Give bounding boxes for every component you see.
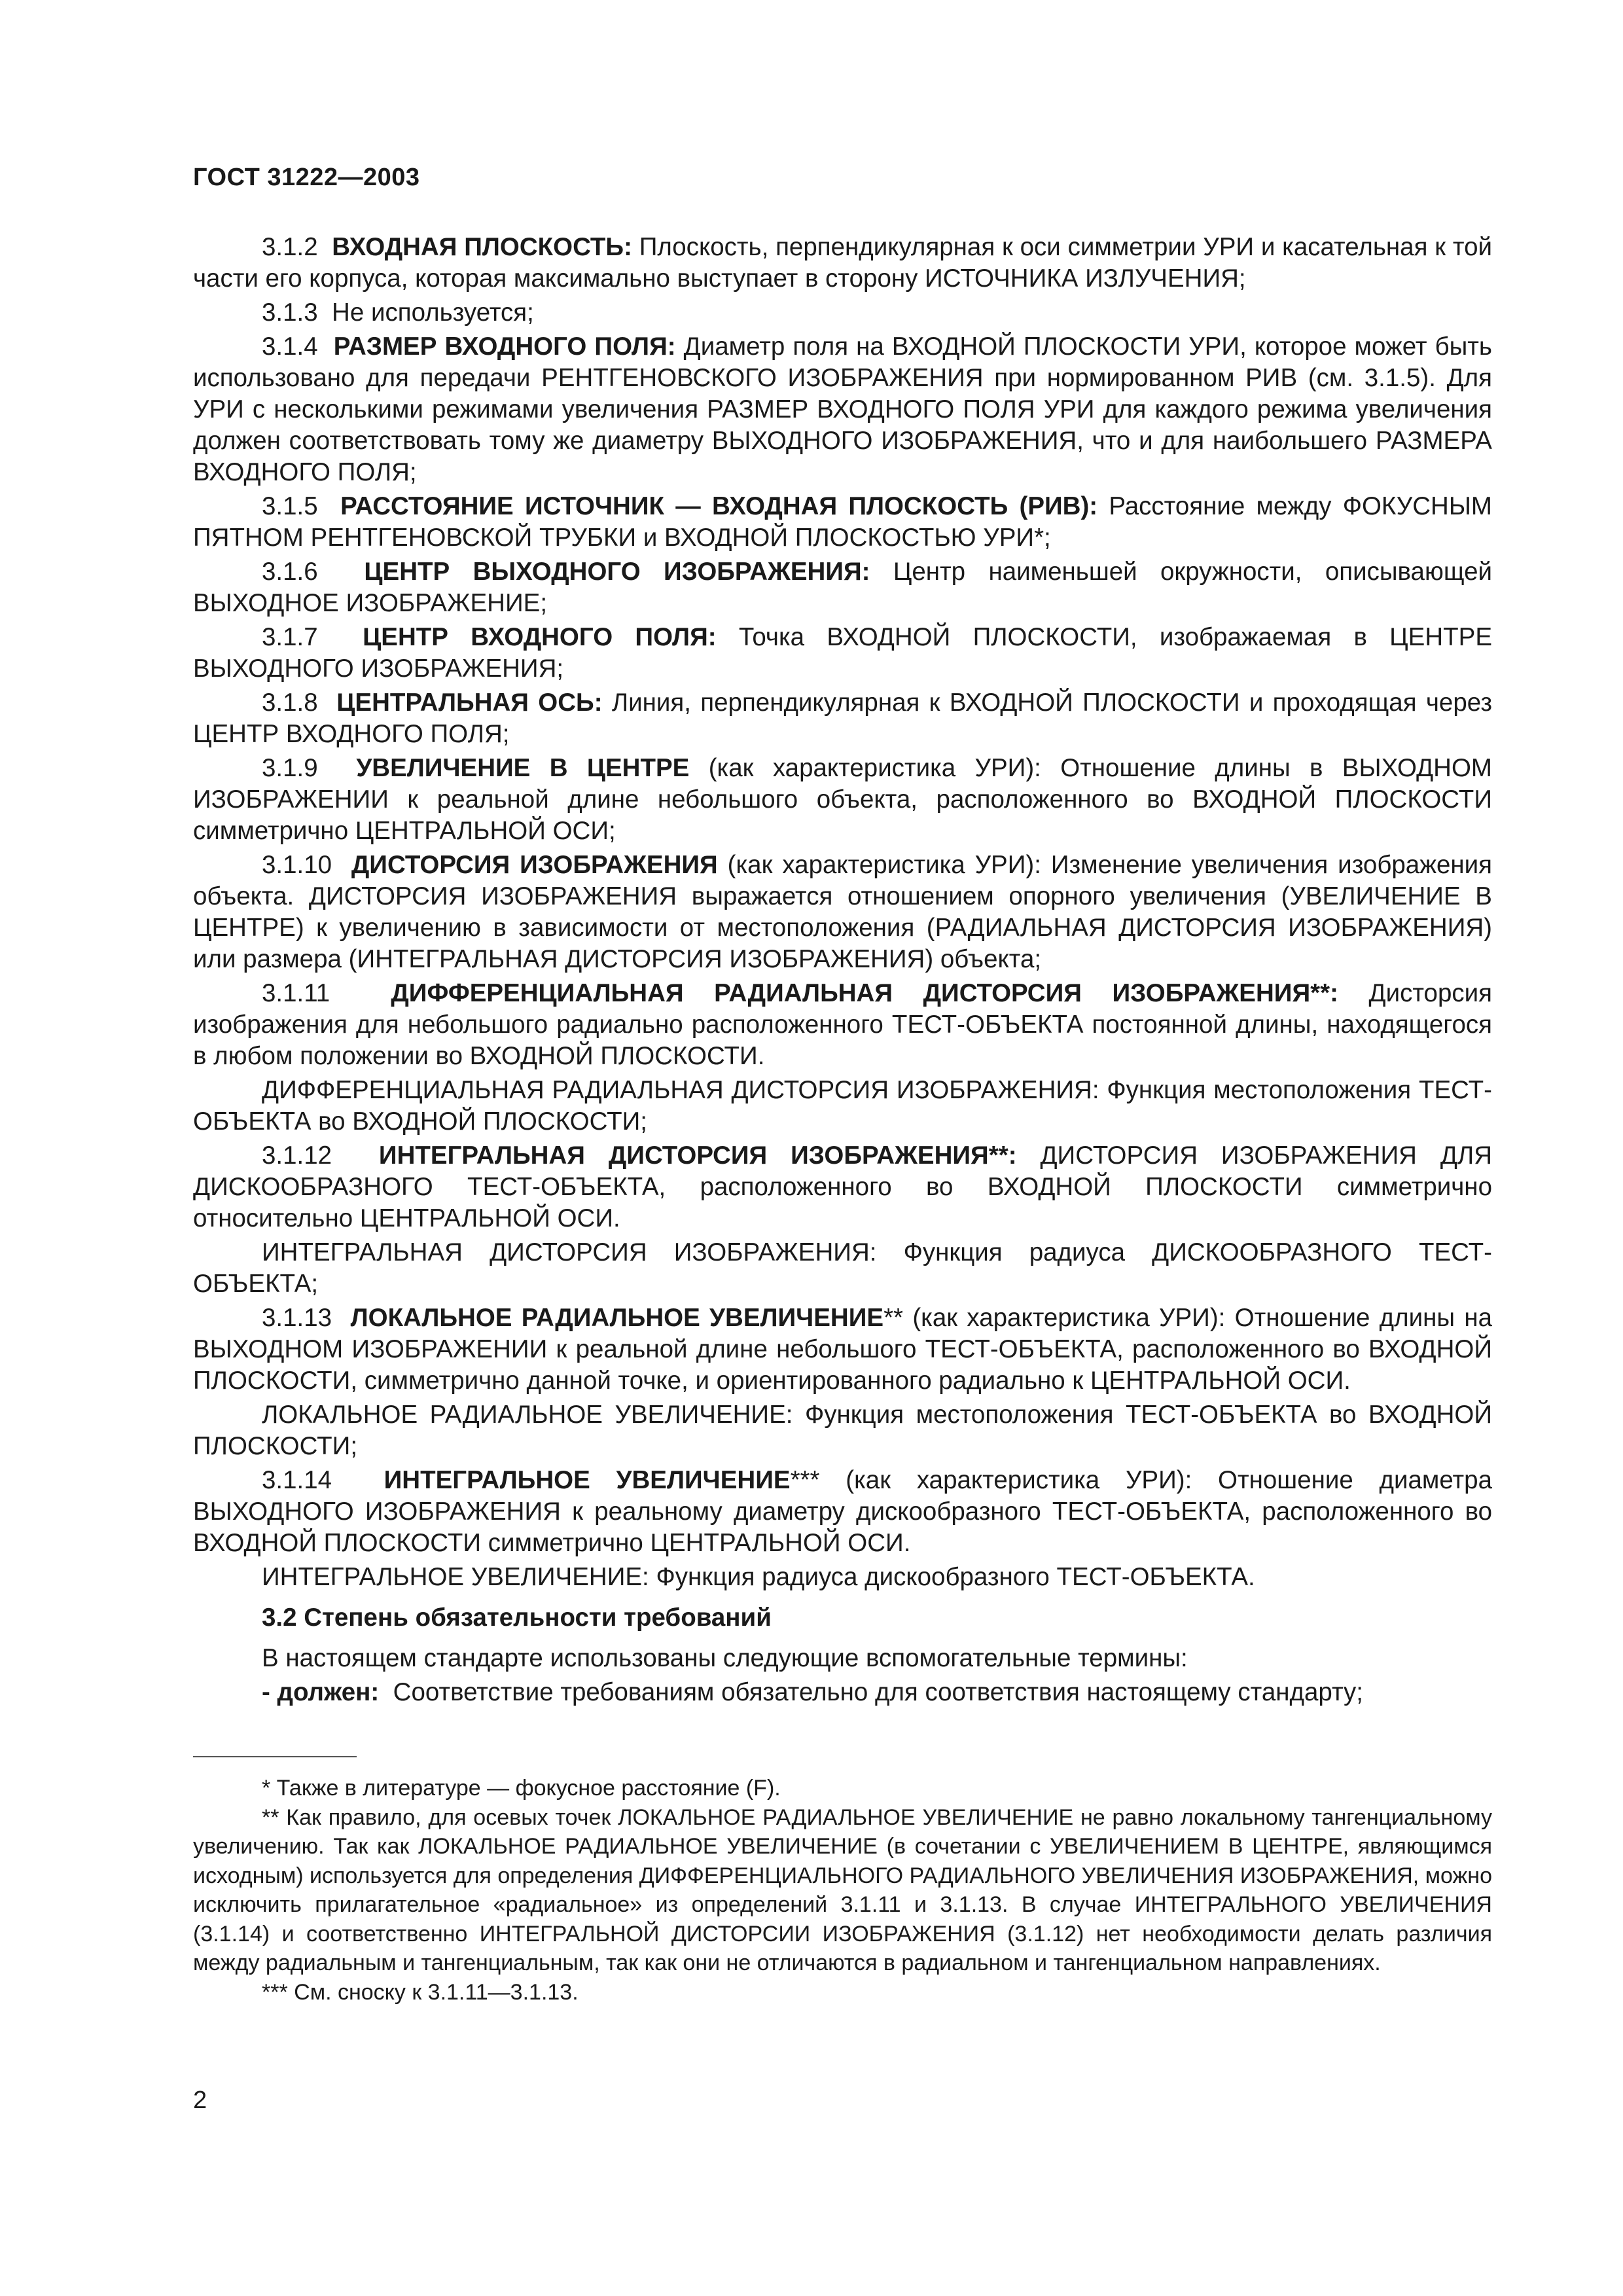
footnotes <box>193 1774 1492 2007</box>
definition-text: Диаметр поля на ВХОДНОЙ ПЛОСКОСТИ УРИ, которое может быть использовано для передачи РЕНТГЕНОВСКОГО ИЗОБРАЖЕНИЯ при нормированном РИВ (см. 3.1.5). Для УРИ с несколькими режимами увеличения РАЗМЕР ВХОДНОГО ПОЛЯ УРИ для каждого режима увеличения должен соответствовать тому же диаметру ВЫХОДНОГО ИЗОБРАЖЕНИЯ, что и для наибольшего РАЗМЕРА ВХОДНОГО ПОЛЯ; <box>193 332 1492 486</box>
term: ЦЕНТРАЛЬНАЯ ОСЬ: <box>336 689 603 717</box>
definition-paragraph <box>193 1302 1492 1397</box>
definition-paragraph <box>193 622 1492 685</box>
definition-text: (как характеристика УРИ): Отношение длины в ВЫХОДНОМ ИЗОБРАЖЕНИИ к реальной длине небольшого объекта, расположенного во ВХОДНОЙ ПЛОСКОСТИ симметрично ЦЕНТРАЛЬНОЙ ОСИ; <box>193 754 1492 845</box>
definition-text: Точка ВХОДНОЙ ПЛОСКОСТИ, изображаемая в ЦЕНТРЕ ВЫХОДНОГО ИЗОБРАЖЕНИЯ; <box>193 623 1492 683</box>
definition-paragraph <box>193 753 1492 847</box>
page-number: 2 <box>193 2087 207 2114</box>
definition-paragraph <box>193 491 1492 554</box>
clause-number: 3.1.10 <box>262 851 332 879</box>
definition-text: Расстояние между ФОКУСНЫМ ПЯТНОМ РЕНТГЕНОВСКОЙ ТРУБКИ и ВХОДНОЙ ПЛОСКОСТЬЮ УРИ*; <box>193 492 1492 552</box>
definition-text: Дисторсия изображения для небольшого радиально расположенного ТЕСТ-ОБЪЕКТА постоянной длины, находящегося в любом положении во ВХОДНОЙ ПЛОСКОСТИ. <box>193 979 1492 1070</box>
definition-text: Линия, перпендикулярная к ВХОДНОЙ ПЛОСКОСТИ и проходящая через ЦЕНТР ВХОДНОГО ПОЛЯ; <box>193 689 1492 748</box>
list-item-text: Соответствие требованиям обязательно для соответствия настоящему стандарту; <box>393 1678 1363 1706</box>
definition-continuation <box>193 1399 1492 1462</box>
definition-text: (как характеристика УРИ): Отношение длины на ВЫХОДНОМ ИЗОБРАЖЕНИИ к реальной длине небольшого ТЕСТ-ОБЪЕКТА, расположенного во ВХОДНОЙ ПЛОСКОСТИ, симметрично данной точке, и ориентированного радиально к ЦЕНТРАЛЬНОЙ ОСИ. <box>193 1304 1492 1395</box>
definition-paragraph <box>193 297 1492 329</box>
clause-number: 3.1.2 <box>262 233 318 261</box>
definition-text: ИНТЕГРАЛЬНАЯ ДИСТОРСИЯ ИЗОБРАЖЕНИЯ: Функция радиуса ДИСКООБРАЗНОГО ТЕСТ-ОБЪЕКТА; <box>193 1238 1492 1298</box>
term: УВЕЛИЧЕНИЕ В ЦЕНТРЕ <box>356 754 690 782</box>
list-item-term: - должен: <box>262 1678 380 1706</box>
definition-continuation <box>193 1075 1492 1138</box>
clause-number: 3.1.11 <box>262 979 330 1007</box>
definition-paragraph <box>193 978 1492 1072</box>
footnote: *** См. сноску к 3.1.11—3.1.13. <box>262 1979 579 2005</box>
document-header: ГОСТ 31222—2003 <box>193 164 420 191</box>
definition-paragraph <box>193 556 1492 619</box>
definition-paragraph <box>193 850 1492 975</box>
term: ЦЕНТР ВХОДНОГО ПОЛЯ: <box>363 623 717 651</box>
definition-text: Не используется; <box>332 298 534 327</box>
definition-paragraph <box>193 1465 1492 1559</box>
clause-number: 3.1.5 <box>262 492 318 520</box>
clause-number: 3.1.4 <box>262 332 318 361</box>
clause-number: 3.1.14 <box>262 1466 332 1494</box>
clause-number: 3.1.7 <box>262 623 318 651</box>
clause-number: 3.1.9 <box>262 754 318 782</box>
footnote-mark: ** <box>883 1304 904 1332</box>
term: ИНТЕГРАЛЬНАЯ ДИСТОРСИЯ ИЗОБРАЖЕНИЯ <box>378 1141 989 1170</box>
definition-paragraph <box>193 331 1492 488</box>
term: ДИФФЕРЕНЦИАЛЬНАЯ РАДИАЛЬНАЯ ДИСТОРСИЯ ИЗОБРАЖЕНИЯ <box>391 979 1311 1007</box>
footnote: ** Как правило, для осевых точек ЛОКАЛЬНОЕ РАДИАЛЬНОЕ УВЕЛИЧЕНИЕ не равно локальному тангенциальному увеличению. Так как ЛОКАЛЬНОЕ РАДИАЛЬНОЕ УВЕЛИЧЕНИЕ (в сочетании с УВЕЛИЧЕНИЕМ В ЦЕНТРЕ, являющимся исходным) используется для определения ДИФФЕРЕНЦИАЛЬНОГО РАДИАЛЬНОГО УВЕЛИЧЕНИЯ ИЗОБРАЖЕНИЯ, можно исключить прилагательное «радиальное» из определений 3.1.11 и 3.1.13. В случае ИНТЕГРАЛЬНОГО УВЕЛИЧЕНИЯ (3.1.14) и соответственно ИНТЕГРАЛЬНОЙ ДИСТОРСИИ ИЗОБРАЖЕНИЯ (3.1.12) нет необходимости делать различия между радиальным и тангенциальным, так как они не отличаются в радиальном и тангенциальном направлениях. <box>193 1804 1492 1975</box>
term: РАЗМЕР ВХОДНОГО ПОЛЯ: <box>333 332 676 361</box>
definition-text: ДИСТОРСИЯ ИЗОБРАЖЕНИЯ ДЛЯ ДИСКООБРАЗНОГО ТЕСТ-ОБЪЕКТА, расположенного во ВХОДНОЙ ПЛОСКОСТИ симметрично относительно ЦЕНТРАЛЬНОЙ ОСИ. <box>193 1141 1492 1232</box>
definition-text: ИНТЕГРАЛЬНОЕ УВЕЛИЧЕНИЕ: Функция радиуса дискообразного ТЕСТ-ОБЪЕКТА. <box>262 1563 1255 1591</box>
footnote: * Также в литературе — фокусное расстояние (F). <box>262 1776 781 1801</box>
term: ВХОДНАЯ ПЛОСКОСТЬ: <box>332 233 632 261</box>
footnote-mark: **: <box>1310 979 1338 1007</box>
footnote-separator <box>193 1756 357 1757</box>
definition-text: (как характеристика УРИ): Изменение увеличения изображения объекта. ДИСТОРСИЯ ИЗОБРАЖЕНИЯ выражается отношением опорного увеличения (УВЕЛИЧЕНИЕ В ЦЕНТРЕ) к увеличению в зависимости от местоположения (РАДИАЛЬНАЯ ДИСТОРСИЯ ИЗОБРАЖЕНИЯ) или размера (ИНТЕГРАЛЬНАЯ ДИСТОРСИЯ ИЗОБРАЖЕНИЯ) объекта; <box>193 851 1492 973</box>
term: ЦЕНТР ВЫХОДНОГО ИЗОБРАЖЕНИЯ: <box>364 558 870 586</box>
document-body <box>193 229 1492 1708</box>
definition-continuation <box>193 1562 1492 1593</box>
definition-paragraph <box>193 232 1492 295</box>
footnote-mark: *** <box>790 1466 820 1494</box>
definition-paragraph <box>193 1140 1492 1234</box>
section-intro: В настоящем стандарте использованы следующие вспомогательные термины: <box>262 1644 1188 1672</box>
list-item <box>193 1677 1492 1708</box>
clause-number: 3.1.12 <box>262 1141 332 1170</box>
term: РАССТОЯНИЕ ИСТОЧНИК — ВХОДНАЯ ПЛОСКОСТЬ (РИВ): <box>340 492 1098 520</box>
clause-number: 3.1.3 <box>262 298 318 327</box>
definition-text: ЛОКАЛЬНОЕ РАДИАЛЬНОЕ УВЕЛИЧЕНИЕ: Функция местоположения ТЕСТ-ОБЪЕКТА во ВХОДНОЙ ПЛОСКОСТИ; <box>193 1401 1492 1460</box>
definition-text: Центр наименьшей окружности, описывающей ВЫХОДНОЕ ИЗОБРАЖЕНИЕ; <box>193 558 1492 617</box>
term: ЛОКАЛЬНОЕ РАДИАЛЬНОЕ УВЕЛИЧЕНИЕ <box>350 1304 884 1332</box>
term: ИНТЕГРАЛЬНОЕ УВЕЛИЧЕНИЕ <box>383 1466 791 1494</box>
term: ДИСТОРСИЯ ИЗОБРАЖЕНИЯ <box>351 851 718 879</box>
footnote-mark: **: <box>988 1141 1017 1170</box>
definition-text: (как характеристика УРИ): Отношение диаметра ВЫХОДНОГО ИЗОБРАЖЕНИЯ к реальному диаметру дискообразного ТЕСТ-ОБЪЕКТА, расположенного во ВХОДНОЙ ПЛОСКОСТИ симметрично ЦЕНТРАЛЬНОЙ ОСИ. <box>193 1466 1492 1557</box>
clause-number: 3.1.13 <box>262 1304 332 1332</box>
definition-text: Плоскость, перпендикулярная к оси симметрии УРИ и касательная к той части его корпуса, которая максимально выступает в сторону ИСТОЧНИКА ИЗЛУЧЕНИЯ; <box>193 233 1492 293</box>
clause-number: 3.1.8 <box>262 689 318 717</box>
definition-text: ДИФФЕРЕНЦИАЛЬНАЯ РАДИАЛЬНАЯ ДИСТОРСИЯ ИЗОБРАЖЕНИЯ: Функция местоположения ТЕСТ-ОБЪЕКТА во ВХОДНОЙ ПЛОСКОСТИ; <box>193 1076 1492 1136</box>
section-heading: 3.2 Степень обязательности требований <box>262 1604 772 1632</box>
definition-paragraph <box>193 687 1492 750</box>
clause-number: 3.1.6 <box>262 558 318 586</box>
definition-continuation <box>193 1237 1492 1300</box>
